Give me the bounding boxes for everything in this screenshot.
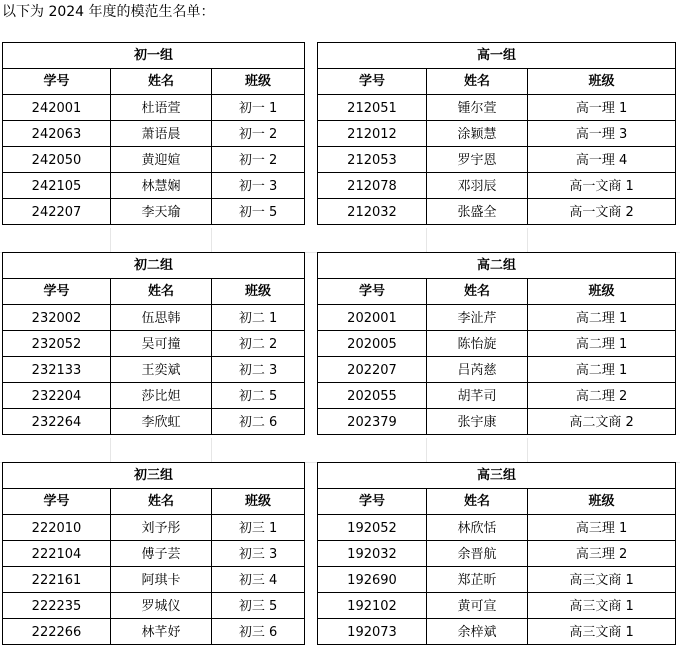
- table-row: [3, 331, 305, 357]
- student-name-cell: 吕芮慈: [427, 357, 528, 383]
- student-id-cell: 192690: [318, 567, 427, 593]
- student-name-cell: 陈怡旋: [427, 331, 528, 357]
- class-cell: 高二文商 2: [528, 409, 676, 435]
- column-header-id: 学号: [3, 279, 111, 305]
- student-name-cell: 傅子芸: [111, 541, 212, 567]
- table-row: [3, 593, 305, 619]
- group-table: [2, 462, 305, 645]
- student-name-cell: 余梓斌: [427, 619, 528, 645]
- class-cell: 初二 1: [212, 305, 305, 331]
- student-name-cell: 林芊妤: [111, 619, 212, 645]
- table-row: [3, 357, 305, 383]
- column-header-id: 学号: [318, 489, 427, 515]
- group-table: [2, 252, 305, 435]
- student-id-cell: 202379: [318, 409, 427, 435]
- class-cell: 高二理 1: [528, 305, 676, 331]
- student-name-cell: 涂颖慧: [427, 121, 528, 147]
- column-header-class: 班级: [212, 279, 305, 305]
- student-id-cell: 232264: [3, 409, 111, 435]
- student-id-cell: 202005: [318, 331, 427, 357]
- table-row: [3, 383, 305, 409]
- student-name-cell: 莎比妲: [111, 383, 212, 409]
- column-header-class: 班级: [212, 69, 305, 95]
- table-row: [3, 199, 305, 225]
- class-cell: 初三 4: [212, 567, 305, 593]
- table-row: [318, 409, 676, 435]
- column-header-class: 班级: [528, 69, 676, 95]
- table-row: [318, 147, 676, 173]
- class-cell: 高一文商 2: [528, 199, 676, 225]
- table-row: [318, 515, 676, 541]
- student-name-cell: 阿琪卡: [111, 567, 212, 593]
- class-cell: 高一理 1: [528, 95, 676, 121]
- header-row: [3, 279, 305, 305]
- student-id-cell: 222104: [3, 541, 111, 567]
- student-id-cell: 232133: [3, 357, 111, 383]
- group-title: 高二组: [318, 253, 676, 279]
- student-id-cell: 202207: [318, 357, 427, 383]
- table-row: [318, 173, 676, 199]
- table-row: [318, 567, 676, 593]
- student-id-cell: 222010: [3, 515, 111, 541]
- student-name-cell: 锺尔萱: [427, 95, 528, 121]
- table-row: [318, 305, 676, 331]
- student-id-cell: 212078: [318, 173, 427, 199]
- student-name-cell: 王奕斌: [111, 357, 212, 383]
- group-table: [317, 462, 676, 645]
- student-id-cell: 212053: [318, 147, 427, 173]
- student-name-cell: 胡芊司: [427, 383, 528, 409]
- table-row: [3, 619, 305, 645]
- header-row: [318, 489, 676, 515]
- column-header-name: 姓名: [111, 69, 212, 95]
- column-header-class: 班级: [212, 489, 305, 515]
- student-name-cell: 萧语晨: [111, 121, 212, 147]
- student-name-cell: 邓羽辰: [427, 173, 528, 199]
- student-id-cell: 232052: [3, 331, 111, 357]
- header-row: [318, 69, 676, 95]
- student-id-cell: 192073: [318, 619, 427, 645]
- table-row: [318, 541, 676, 567]
- header-row: [3, 489, 305, 515]
- column-header-name: 姓名: [111, 489, 212, 515]
- column-header-name: 姓名: [427, 69, 528, 95]
- student-id-cell: 242207: [3, 199, 111, 225]
- group-title: 初一组: [3, 43, 305, 69]
- student-id-cell: 192102: [318, 593, 427, 619]
- class-cell: 初一 2: [212, 147, 305, 173]
- column-header-id: 学号: [318, 279, 427, 305]
- column-header-id: 学号: [3, 489, 111, 515]
- class-cell: 初一 3: [212, 173, 305, 199]
- class-cell: 高二理 1: [528, 331, 676, 357]
- student-id-cell: 242050: [3, 147, 111, 173]
- student-id-cell: 222161: [3, 567, 111, 593]
- table-row: [3, 147, 305, 173]
- table-row: [318, 383, 676, 409]
- class-cell: 初二 6: [212, 409, 305, 435]
- table-row: [318, 593, 676, 619]
- student-name-cell: 郑芷昕: [427, 567, 528, 593]
- student-name-cell: 刘予彤: [111, 515, 212, 541]
- class-cell: 高二理 1: [528, 357, 676, 383]
- class-cell: 高三理 2: [528, 541, 676, 567]
- student-name-cell: 林慧娴: [111, 173, 212, 199]
- student-id-cell: 212012: [318, 121, 427, 147]
- group-table: [2, 42, 305, 225]
- class-cell: 初二 2: [212, 331, 305, 357]
- class-cell: 高一理 4: [528, 147, 676, 173]
- student-id-cell: 192052: [318, 515, 427, 541]
- group-table: [317, 252, 676, 435]
- gap-gridline: [0, 438, 680, 463]
- student-name-cell: 罗城仪: [111, 593, 212, 619]
- student-name-cell: 黄迎媗: [111, 147, 212, 173]
- table-row: [318, 121, 676, 147]
- gap-gridline: [0, 228, 680, 253]
- table-row: [3, 305, 305, 331]
- student-id-cell: 232002: [3, 305, 111, 331]
- student-id-cell: 242001: [3, 95, 111, 121]
- class-cell: 初三 5: [212, 593, 305, 619]
- student-name-cell: 林欣恬: [427, 515, 528, 541]
- class-cell: 初一 1: [212, 95, 305, 121]
- table-row: [318, 199, 676, 225]
- header-row: [318, 279, 676, 305]
- table-row: [3, 95, 305, 121]
- group-table: [317, 42, 676, 225]
- student-name-cell: 伍思韩: [111, 305, 212, 331]
- column-header-class: 班级: [528, 489, 676, 515]
- student-id-cell: 192032: [318, 541, 427, 567]
- class-cell: 高一理 3: [528, 121, 676, 147]
- group-title: 初二组: [3, 253, 305, 279]
- student-id-cell: 202001: [318, 305, 427, 331]
- table-row: [318, 331, 676, 357]
- column-header-class: 班级: [528, 279, 676, 305]
- student-id-cell: 212032: [318, 199, 427, 225]
- student-id-cell: 232204: [3, 383, 111, 409]
- class-cell: 高二理 2: [528, 383, 676, 409]
- table-row: [318, 619, 676, 645]
- class-cell: 高三文商 1: [528, 567, 676, 593]
- class-cell: 初二 3: [212, 357, 305, 383]
- table-row: [3, 567, 305, 593]
- intro-text: 以下为 2024 年度的模范生名单：: [2, 4, 215, 20]
- class-cell: 初三 6: [212, 619, 305, 645]
- student-name-cell: 李天瑜: [111, 199, 212, 225]
- class-cell: 初一 2: [212, 121, 305, 147]
- group-title: 初三组: [3, 463, 305, 489]
- class-cell: 高三理 1: [528, 515, 676, 541]
- group-title: 高一组: [318, 43, 676, 69]
- student-name-cell: 张盛全: [427, 199, 528, 225]
- column-header-id: 学号: [318, 69, 427, 95]
- student-id-cell: 202055: [318, 383, 427, 409]
- student-name-cell: 吴可撞: [111, 331, 212, 357]
- column-header-id: 学号: [3, 69, 111, 95]
- student-id-cell: 242105: [3, 173, 111, 199]
- student-name-cell: 黄可宣: [427, 593, 528, 619]
- student-name-cell: 李欣虹: [111, 409, 212, 435]
- table-row: [3, 121, 305, 147]
- student-name-cell: 杜语萱: [111, 95, 212, 121]
- class-cell: 高一文商 1: [528, 173, 676, 199]
- table-row: [318, 357, 676, 383]
- class-cell: 高三文商 1: [528, 593, 676, 619]
- student-name-cell: 罗宇恩: [427, 147, 528, 173]
- student-id-cell: 222266: [3, 619, 111, 645]
- student-name-cell: 李沚芹: [427, 305, 528, 331]
- student-id-cell: 222235: [3, 593, 111, 619]
- table-row: [3, 515, 305, 541]
- class-cell: 初一 5: [212, 199, 305, 225]
- student-name-cell: 余晋航: [427, 541, 528, 567]
- column-header-name: 姓名: [427, 279, 528, 305]
- student-id-cell: 212051: [318, 95, 427, 121]
- student-id-cell: 242063: [3, 121, 111, 147]
- class-cell: 初三 3: [212, 541, 305, 567]
- column-header-name: 姓名: [111, 279, 212, 305]
- table-row: [3, 409, 305, 435]
- header-row: [3, 69, 305, 95]
- table-row: [3, 173, 305, 199]
- table-row: [3, 541, 305, 567]
- class-cell: 初三 1: [212, 515, 305, 541]
- class-cell: 高三文商 1: [528, 619, 676, 645]
- student-name-cell: 张宇康: [427, 409, 528, 435]
- table-row: [318, 95, 676, 121]
- column-header-name: 姓名: [427, 489, 528, 515]
- group-title: 高三组: [318, 463, 676, 489]
- class-cell: 初二 5: [212, 383, 305, 409]
